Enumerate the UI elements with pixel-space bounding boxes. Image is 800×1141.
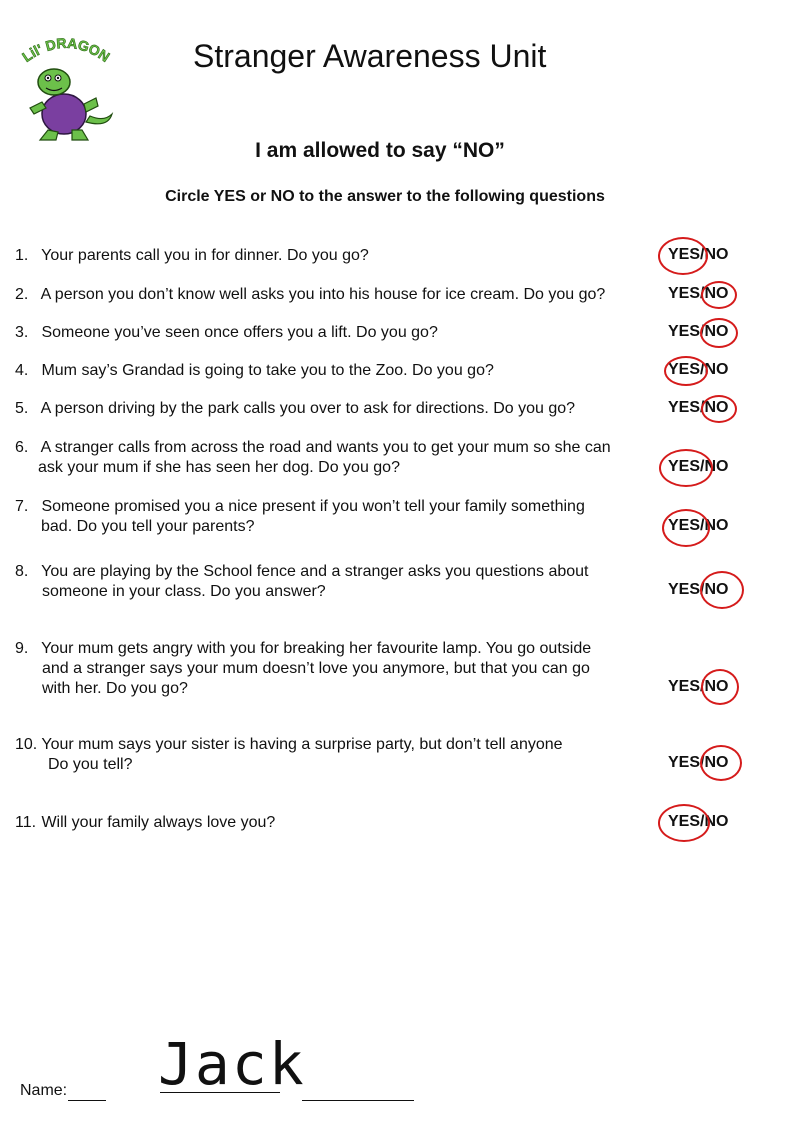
circled-yes-mark: [658, 237, 708, 275]
question-text: Your parents call you in for dinner. Do you go?: [41, 247, 369, 264]
question-text-continued: bad. Do you tell your parents?: [41, 518, 255, 535]
answer-3[interactable]: [668, 323, 748, 343]
answer-no[interactable]: NO: [704, 399, 729, 416]
circled-no-mark: [700, 745, 742, 781]
answer-6[interactable]: [668, 458, 748, 478]
answer-yes[interactable]: YES: [668, 813, 701, 830]
question-11: [15, 813, 655, 833]
answer-yes[interactable]: YES: [668, 581, 701, 598]
answer-separator: /: [700, 246, 705, 263]
circled-no-mark: [701, 281, 737, 309]
answer-1[interactable]: [668, 246, 748, 266]
name-underline: [68, 1100, 106, 1101]
circled-yes-mark: [664, 356, 708, 386]
circled-no-mark: [701, 395, 737, 423]
question-text-continued: someone in your class. Do you answer?: [42, 583, 326, 600]
question-text: A stranger calls from across the road and wants you to get your mum so she can: [40, 439, 611, 456]
answer-yes[interactable]: YES: [668, 285, 701, 302]
answer-no[interactable]: NO: [704, 458, 729, 475]
answer-no[interactable]: NO: [704, 323, 729, 340]
question-number: 1.: [15, 247, 29, 264]
circled-yes-mark: [659, 449, 713, 487]
answer-no[interactable]: NO: [704, 754, 729, 771]
question-text: Your mum says your sister is having a surprise party, but don’t tell anyone: [41, 736, 563, 753]
answer-7[interactable]: [668, 517, 748, 537]
question-1: [15, 246, 655, 266]
answer-no[interactable]: NO: [704, 813, 729, 830]
answer-no[interactable]: NO: [704, 678, 729, 695]
question-8: [15, 562, 655, 602]
answer-separator: /: [700, 754, 705, 771]
answer-8[interactable]: [668, 581, 748, 601]
question-number: 2.: [15, 286, 29, 303]
answer-no[interactable]: NO: [704, 246, 729, 263]
answer-separator: /: [700, 323, 705, 340]
answer-2[interactable]: [668, 285, 748, 305]
question-number: 3.: [15, 324, 29, 341]
question-number: 4.: [15, 362, 29, 379]
question-number: 5.: [15, 400, 29, 417]
question-number: 11.: [15, 814, 37, 831]
answer-9[interactable]: [668, 678, 748, 698]
question-number: 8.: [15, 563, 29, 580]
answer-11[interactable]: [668, 813, 748, 833]
answer-no[interactable]: NO: [704, 517, 729, 534]
question-text: Someone promised you a nice present if you won’t tell your family something: [41, 498, 585, 515]
question-number: 6.: [15, 439, 29, 456]
question-text-continued: Do you tell?: [48, 756, 133, 773]
answer-yes[interactable]: YES: [668, 754, 701, 771]
question-4: [15, 361, 655, 381]
answer-yes[interactable]: YES: [668, 458, 701, 475]
question-3: [15, 323, 655, 343]
answer-yes[interactable]: YES: [668, 323, 701, 340]
name-label: Name:: [20, 1082, 68, 1099]
question-text: Will your family always love you?: [41, 814, 276, 831]
answer-separator: /: [700, 399, 705, 416]
circled-no-mark: [700, 571, 744, 609]
answer-yes[interactable]: YES: [668, 678, 701, 695]
circled-no-mark: [701, 669, 739, 705]
question-7: [15, 497, 655, 537]
answer-5[interactable]: [668, 399, 748, 419]
question-2: [15, 285, 655, 305]
answer-separator: /: [700, 678, 705, 695]
question-6: [15, 438, 655, 478]
question-text: Mum say’s Grandad is going to take you to the Zoo. Do you go?: [41, 362, 494, 379]
instructions: Circle YES or NO to the answer to the following questions: [165, 188, 605, 205]
question-number: 7.: [15, 498, 29, 515]
answer-no[interactable]: NO: [704, 285, 729, 302]
logo-text: Lil' DRAGON: [19, 36, 113, 65]
name-underline: [302, 1100, 414, 1101]
question-text: Your mum gets angry with you for breaking her favourite lamp. You go outside: [41, 640, 592, 657]
answer-4[interactable]: [668, 361, 748, 381]
circled-yes-mark: [658, 804, 710, 842]
question-number: 10.: [15, 736, 38, 753]
circled-yes-mark: [662, 509, 710, 547]
answer-no[interactable]: NO: [704, 581, 729, 598]
question-9: [15, 639, 655, 699]
question-text: A person you don’t know well asks you into his house for ice cream. Do you go?: [40, 286, 606, 303]
question-number: 9.: [15, 640, 29, 657]
answer-yes[interactable]: YES: [668, 517, 701, 534]
question-text-continued: with her. Do you go?: [42, 680, 188, 697]
lil-dragon-logo: [12, 36, 120, 144]
name-handwritten[interactable]: Jack: [158, 1030, 306, 1098]
answer-separator: /: [700, 458, 705, 475]
circled-no-mark: [700, 318, 738, 348]
question-10: [15, 735, 655, 775]
question-text: A person driving by the park calls you over to ask for directions. Do you go?: [40, 400, 576, 417]
answer-separator: /: [700, 517, 705, 534]
question-text-continued: and a stranger says your mum doesn’t love you anymore, but that you can go: [42, 660, 590, 677]
answer-separator: /: [700, 361, 705, 378]
answer-no[interactable]: NO: [704, 361, 729, 378]
svg-text:Lil' DRAGON: [19, 36, 113, 65]
page-title: Stranger Awareness Unit: [193, 38, 547, 74]
answer-yes[interactable]: YES: [668, 246, 701, 263]
answer-separator: /: [700, 285, 705, 302]
answer-yes[interactable]: YES: [668, 361, 701, 378]
page-subtitle: I am allowed to say “NO”: [255, 139, 505, 162]
question-5: [15, 399, 655, 419]
question-text: You are playing by the School fence and a stranger asks you questions about: [41, 563, 589, 580]
question-text: Someone you’ve seen once offers you a lift. Do you go?: [41, 324, 438, 341]
answer-10[interactable]: [668, 754, 748, 774]
question-text-continued: ask your mum if she has seen her dog. Do you go?: [38, 459, 400, 476]
answer-separator: /: [700, 581, 705, 598]
answer-separator: /: [700, 813, 705, 830]
answer-yes[interactable]: YES: [668, 399, 701, 416]
